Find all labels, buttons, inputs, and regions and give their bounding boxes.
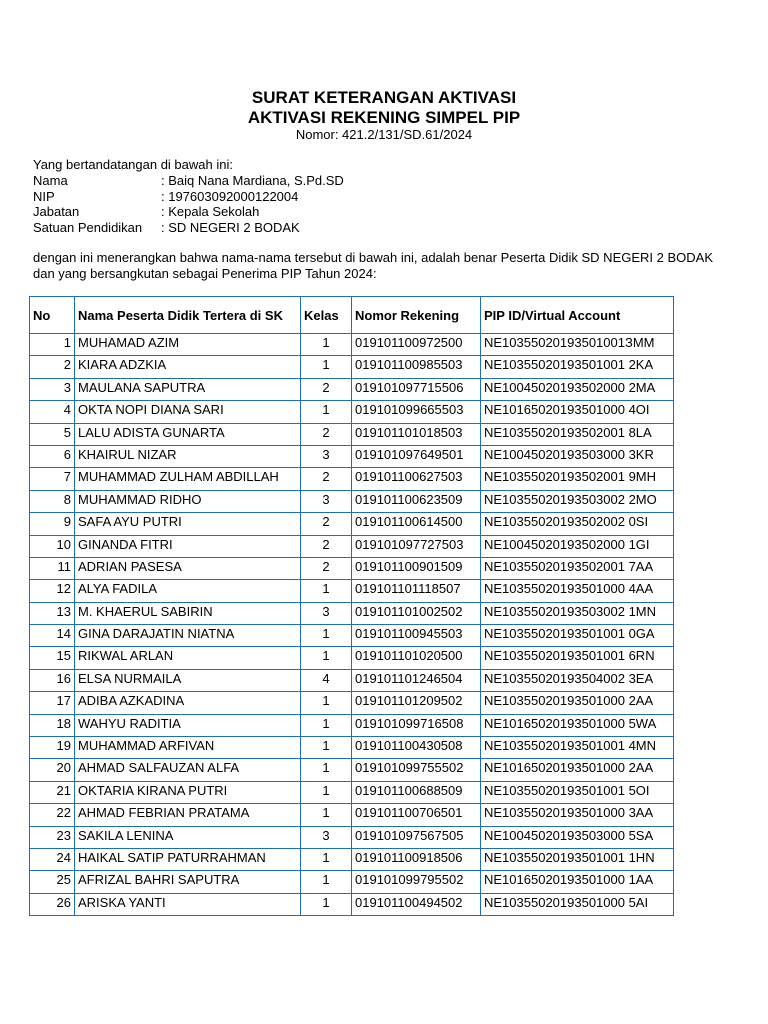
cell-rekening: 019101101002502 (352, 602, 481, 624)
header-nama: Nama Peserta Didik Tertera di SK (75, 297, 301, 334)
cell-kelas: 2 (301, 468, 352, 490)
cell-pip: NE10165020193501000 2AA (481, 759, 674, 781)
table-row (30, 647, 674, 669)
table-row (30, 804, 674, 826)
cell-nama: GINA DARAJATIN NIATNA (75, 625, 301, 647)
cell-nama: OKTARIA KIRANA PUTRI (75, 781, 301, 803)
cell-no: 5 (30, 423, 75, 445)
cell-nama: OKTA NOPI DIANA SARI (75, 401, 301, 423)
cell-kelas: 1 (301, 401, 352, 423)
info-row-jabatan (33, 204, 344, 220)
cell-rekening: 019101100706501 (352, 804, 481, 826)
cell-rekening: 019101100918506 (352, 848, 481, 870)
cell-pip: NE10355020193504002 3EA (481, 669, 674, 691)
cell-no: 24 (30, 848, 75, 870)
signatory-info (33, 173, 344, 235)
document-subtitle: AKTIVASI REKENING SIMPEL PIP (247, 108, 521, 127)
cell-no: 11 (30, 557, 75, 579)
cell-nama: SAFA AYU PUTRI (75, 513, 301, 535)
cell-nama: HAIKAL SATIP PATURRAHMAN (75, 848, 301, 870)
cell-rekening: 019101100985503 (352, 356, 481, 378)
cell-no: 12 (30, 580, 75, 602)
cell-no: 22 (30, 804, 75, 826)
table-row (30, 513, 674, 535)
cell-rekening: 019101097715506 (352, 378, 481, 400)
table-row (30, 893, 674, 915)
cell-kelas: 3 (301, 826, 352, 848)
table-row (30, 692, 674, 714)
cell-kelas: 4 (301, 669, 352, 691)
header-pip: PIP ID/Virtual Account (481, 297, 674, 334)
cell-pip: NE10355020193501001 0GA (481, 625, 674, 647)
cell-pip: NE10045020193503000 3KR (481, 445, 674, 467)
cell-nama: MUHAMAD AZIM (75, 334, 301, 356)
info-value: : Kepala Sekolah (161, 204, 260, 219)
cell-rekening: 019101101246504 (352, 669, 481, 691)
cell-nama: SAKILA LENINA (75, 826, 301, 848)
cell-no: 10 (30, 535, 75, 557)
cell-nama: MUHAMMAD ARFIVAN (75, 737, 301, 759)
table-row (30, 871, 674, 893)
info-row-nip (33, 189, 344, 205)
cell-kelas: 1 (301, 848, 352, 870)
info-label: NIP (33, 188, 55, 204)
table-row (30, 826, 674, 848)
cell-nama: LALU ADISTA GUNARTA (75, 423, 301, 445)
cell-no: 8 (30, 490, 75, 512)
info-row-nama (33, 173, 344, 189)
cell-no: 20 (30, 759, 75, 781)
cell-nama: ADRIAN PASESA (75, 557, 301, 579)
cell-no: 4 (30, 401, 75, 423)
table-row (30, 468, 674, 490)
info-label: Nama (33, 173, 68, 188)
cell-no: 17 (30, 692, 75, 714)
student-table (29, 296, 674, 916)
header-no: No (30, 297, 75, 334)
cell-pip: NE10355020193501001 2KA (481, 356, 674, 378)
cell-kelas: 1 (301, 625, 352, 647)
cell-pip: NE10355020193501001 5OI (481, 781, 674, 803)
info-value: : 197603092000122004 (161, 188, 299, 204)
info-value: : SD NEGERI 2 BODAK (161, 219, 300, 235)
cell-kelas: 1 (301, 692, 352, 714)
cell-pip: NE10045020193503000 5SA (481, 826, 674, 848)
cell-kelas: 2 (301, 423, 352, 445)
cell-pip: NE10165020193501000 1AA (481, 871, 674, 893)
cell-nama: M. KHAERUL SABIRIN (75, 602, 301, 624)
header-rekening: Nomor Rekening (352, 297, 481, 334)
cell-kelas: 1 (301, 356, 352, 378)
cell-nama: AFRIZAL BAHRI SAPUTRA (75, 871, 301, 893)
cell-kelas: 3 (301, 602, 352, 624)
table-row (30, 490, 674, 512)
cell-rekening: 019101101020500 (352, 647, 481, 669)
cell-rekening: 019101097649501 (352, 445, 481, 467)
cell-kelas: 3 (301, 490, 352, 512)
cell-kelas: 1 (301, 781, 352, 803)
cell-no: 6 (30, 445, 75, 467)
cell-rekening: 019101100972500 (352, 334, 481, 356)
cell-kelas: 1 (301, 334, 352, 356)
table-row (30, 401, 674, 423)
cell-nama: KIARA ADZKIA (75, 356, 301, 378)
cell-kelas: 2 (301, 557, 352, 579)
cell-rekening: 019101101118507 (352, 580, 481, 602)
cell-rekening: 019101101018503 (352, 423, 481, 445)
cell-pip: NE10355020193501001 1HN (481, 848, 674, 870)
cell-kelas: 1 (301, 893, 352, 915)
table-row (30, 759, 674, 781)
cell-nama: AHMAD FEBRIAN PRATAMA (75, 804, 301, 826)
cell-pip: NE10165020193501000 4OI (481, 401, 674, 423)
cell-rekening: 019101100901509 (352, 557, 481, 579)
cell-no: 14 (30, 625, 75, 647)
header-kelas: Kelas (301, 297, 352, 334)
cell-rekening: 019101100688509 (352, 781, 481, 803)
table-row (30, 423, 674, 445)
cell-no: 3 (30, 378, 75, 400)
cell-pip: NE10355020193503002 2MO (481, 490, 674, 512)
table-row (30, 714, 674, 736)
cell-nama: ELSA NURMAILA (75, 669, 301, 691)
cell-no: 13 (30, 602, 75, 624)
cell-nama: RIKWAL ARLAN (75, 647, 301, 669)
table-row (30, 535, 674, 557)
document-title: SURAT KETERANGAN AKTIVASI (251, 88, 517, 107)
info-row-satuan (33, 220, 344, 236)
table-row (30, 669, 674, 691)
cell-pip: NE10355020193501000 2AA (481, 692, 674, 714)
cell-rekening: 019101100945503 (352, 625, 481, 647)
cell-rekening: 019101099795502 (352, 871, 481, 893)
cell-no: 18 (30, 714, 75, 736)
cell-pip: NE10355020193501000 4AA (481, 580, 674, 602)
table-row (30, 602, 674, 624)
cell-rekening: 019101097727503 (352, 535, 481, 557)
table-body (30, 334, 674, 916)
cell-kelas: 1 (301, 871, 352, 893)
document-number: Nomor: 421.2/131/SD.61/2024 (295, 127, 473, 142)
cell-nama: KHAIRUL NIZAR (75, 445, 301, 467)
cell-rekening: 019101100623509 (352, 490, 481, 512)
cell-no: 19 (30, 737, 75, 759)
cell-nama: MUHAMMAD RIDHO (75, 490, 301, 512)
cell-pip: NE10355020193501000 3AA (481, 804, 674, 826)
cell-nama: WAHYU RADITIA (75, 714, 301, 736)
cell-no: 9 (30, 513, 75, 535)
cell-nama: ALYA FADILA (75, 580, 301, 602)
cell-rekening: 019101097567505 (352, 826, 481, 848)
table-row (30, 557, 674, 579)
cell-pip: NE10355020193502002 0SI (481, 513, 674, 535)
cell-kelas: 1 (301, 714, 352, 736)
cell-no: 23 (30, 826, 75, 848)
cell-no: 26 (30, 893, 75, 915)
cell-no: 21 (30, 781, 75, 803)
info-label: Jabatan (33, 204, 80, 219)
cell-nama: GINANDA FITRI (75, 535, 301, 557)
table-row (30, 378, 674, 400)
cell-pip: NE10355020193502001 8LA (481, 423, 674, 445)
cell-kelas: 1 (301, 647, 352, 669)
table-row (30, 334, 674, 356)
cell-kelas: 2 (301, 378, 352, 400)
table-row (30, 356, 674, 378)
cell-nama: ARISKA YANTI (75, 893, 301, 915)
cell-no: 16 (30, 669, 75, 691)
cell-pip: NE10355020193502001 9MH (481, 468, 674, 490)
cell-rekening: 019101099755502 (352, 759, 481, 781)
cell-rekening: 019101099665503 (352, 401, 481, 423)
cell-pip: NE10045020193502000 1GI (481, 535, 674, 557)
cell-nama: AHMAD SALFAUZAN ALFA (75, 759, 301, 781)
cell-no: 1 (30, 334, 75, 356)
cell-rekening: 019101100430508 (352, 737, 481, 759)
table-row (30, 781, 674, 803)
cell-rekening: 019101100614500 (352, 513, 481, 535)
cell-pip: NE10355020193501001 6RN (481, 647, 674, 669)
cell-no: 2 (30, 356, 75, 378)
cell-no: 15 (30, 647, 75, 669)
cell-nama: ADIBA AZKADINA (75, 692, 301, 714)
cell-rekening: 019101100627503 (352, 468, 481, 490)
info-label: Satuan Pendidikan (33, 219, 143, 235)
cell-kelas: 1 (301, 759, 352, 781)
cell-rekening: 019101101209502 (352, 692, 481, 714)
cell-pip: NE10165020193501000 5WA (481, 714, 674, 736)
cell-rekening: 019101099716508 (352, 714, 481, 736)
cell-kelas: 2 (301, 535, 352, 557)
cell-pip: NE10355020193501000 5AI (481, 893, 674, 915)
cell-kelas: 1 (301, 804, 352, 826)
table-row (30, 625, 674, 647)
cell-pip: NE10355020193501001 4MN (481, 737, 674, 759)
cell-pip: NE10355020193502001 7AA (481, 557, 674, 579)
cell-pip: NE10355020193501001ЗMM (481, 334, 674, 356)
cell-kelas: 1 (301, 580, 352, 602)
intro-text: Yang bertandatangan di bawah ini: (33, 157, 233, 172)
table-row (30, 445, 674, 467)
cell-pip: NE10355020193503002 1MN (481, 602, 674, 624)
cell-no: 7 (30, 468, 75, 490)
table-row (30, 737, 674, 759)
cell-kelas: 3 (301, 445, 352, 467)
info-value: : Baiq Nana Mardiana, S.Pd.SD (161, 173, 344, 188)
table-header-row (30, 297, 674, 334)
cell-pip: NE10045020193502000 2MA (481, 378, 674, 400)
cell-kelas: 1 (301, 737, 352, 759)
statement-paragraph: dengan ini menerangkan bahwa nama-nama tersebut di bawah ini, adalah benar Peserta Didik SD NEGERI 2 BODAK dan yang bersangkutan sebagai Penerima PIP Tahun 2024: (33, 250, 713, 281)
cell-no: 25 (30, 871, 75, 893)
cell-nama: MAULANA SAPUTRA (75, 378, 301, 400)
cell-kelas: 2 (301, 513, 352, 535)
table-row (30, 848, 674, 870)
cell-rekening: 019101100494502 (352, 893, 481, 915)
table-row (30, 580, 674, 602)
cell-nama: MUHAMMAD ZULHAM ABDILLAH (75, 468, 301, 490)
